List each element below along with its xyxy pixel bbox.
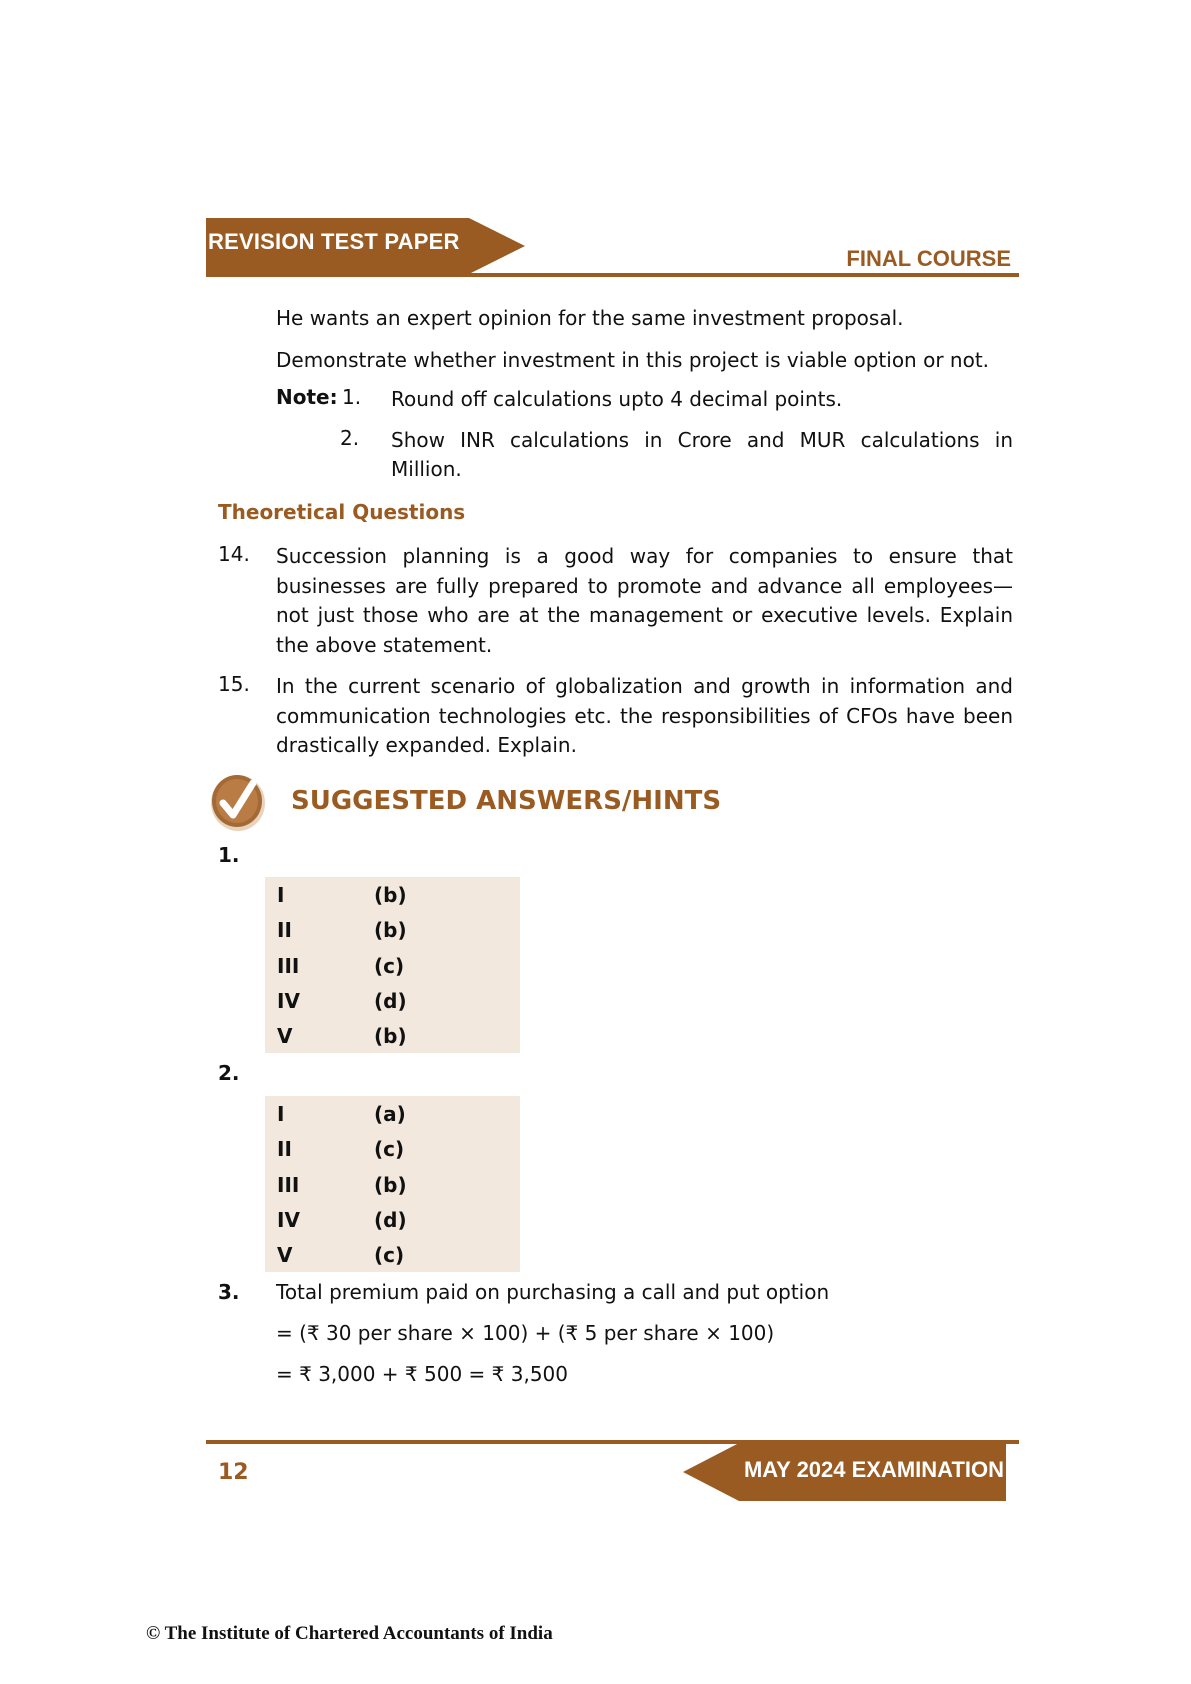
answer-row: I (b) (277, 883, 407, 907)
answer-row: V (b) (277, 1024, 407, 1049)
note-item-1-num: 1. (342, 385, 362, 409)
answer-3-line-1: Total premium paid on purchasing a call and put option (276, 1280, 830, 1304)
question-15-num: 15. (218, 672, 250, 696)
answer-3-line-3: = ₹ 3,000 + ₹ 500 = ₹ 3,500 (276, 1362, 568, 1386)
note-item-2-text: Show INR calculations in Crore and MUR calculations in Million. (391, 428, 1013, 481)
header-title: FINAL COURSE (846, 246, 1011, 271)
answer-2-num: 2. (218, 1061, 240, 1085)
footer-tag (683, 1443, 1006, 1501)
intro-line-2: Demonstrate whether investment in this project is viable option or not. (276, 348, 990, 372)
page-number: 12 (218, 1460, 249, 1485)
header-tag (206, 216, 525, 276)
question-14-num: 14. (218, 542, 250, 566)
answer-row: III (b) (277, 1172, 407, 1197)
answers-heading: SUGGESTED ANSWERS/HINTS (291, 786, 722, 816)
answer-row: IV (d) (277, 1207, 407, 1232)
question-15-text: In the current scenario of globalization and growth in information and communication technologies etc. the responsibilities of CFOs have been drastically expanded. Explain. (276, 674, 1013, 757)
note-item-2-num: 2. (340, 426, 360, 450)
answer-1-num: 1. (218, 843, 240, 867)
section-heading-theory: Theoretical Questions (218, 500, 466, 524)
answer-1-table (265, 877, 520, 1053)
answer-2-table (265, 1096, 520, 1272)
note-item-1-text: Round off calculations upto 4 decimal points. (391, 387, 843, 411)
checkmark-icon (209, 771, 267, 833)
answer-row: II (b) (277, 918, 407, 943)
answer-row: V (c) (277, 1243, 405, 1268)
intro-line-1: He wants an expert opinion for the same investment proposal. (276, 306, 904, 330)
answer-3-line-2: = (₹ 30 per share × 100) + (₹ 5 per share × 100) (276, 1321, 775, 1345)
header-tag-label: REVISION TEST PAPER (208, 229, 460, 254)
answer-row: III (c) (277, 953, 405, 978)
question-14-text: Succession planning is a good way for companies to ensure that businesses are fully prepared to promote and advance all employees—not just those who are at the management or executive levels. Explain the above statement. (276, 544, 1013, 657)
answer-row: I (a) (277, 1102, 406, 1126)
footer-tag-label: MAY 2024 EXAMINATION (743, 1457, 1004, 1482)
answer-row: IV (d) (277, 988, 407, 1013)
answer-3-num: 3. (218, 1280, 240, 1304)
answer-row: II (c) (277, 1137, 405, 1162)
copyright-text: © The Institute of Chartered Accountants of India (146, 1623, 553, 1644)
note-label: Note: (276, 385, 338, 409)
header-divider (206, 273, 1019, 277)
